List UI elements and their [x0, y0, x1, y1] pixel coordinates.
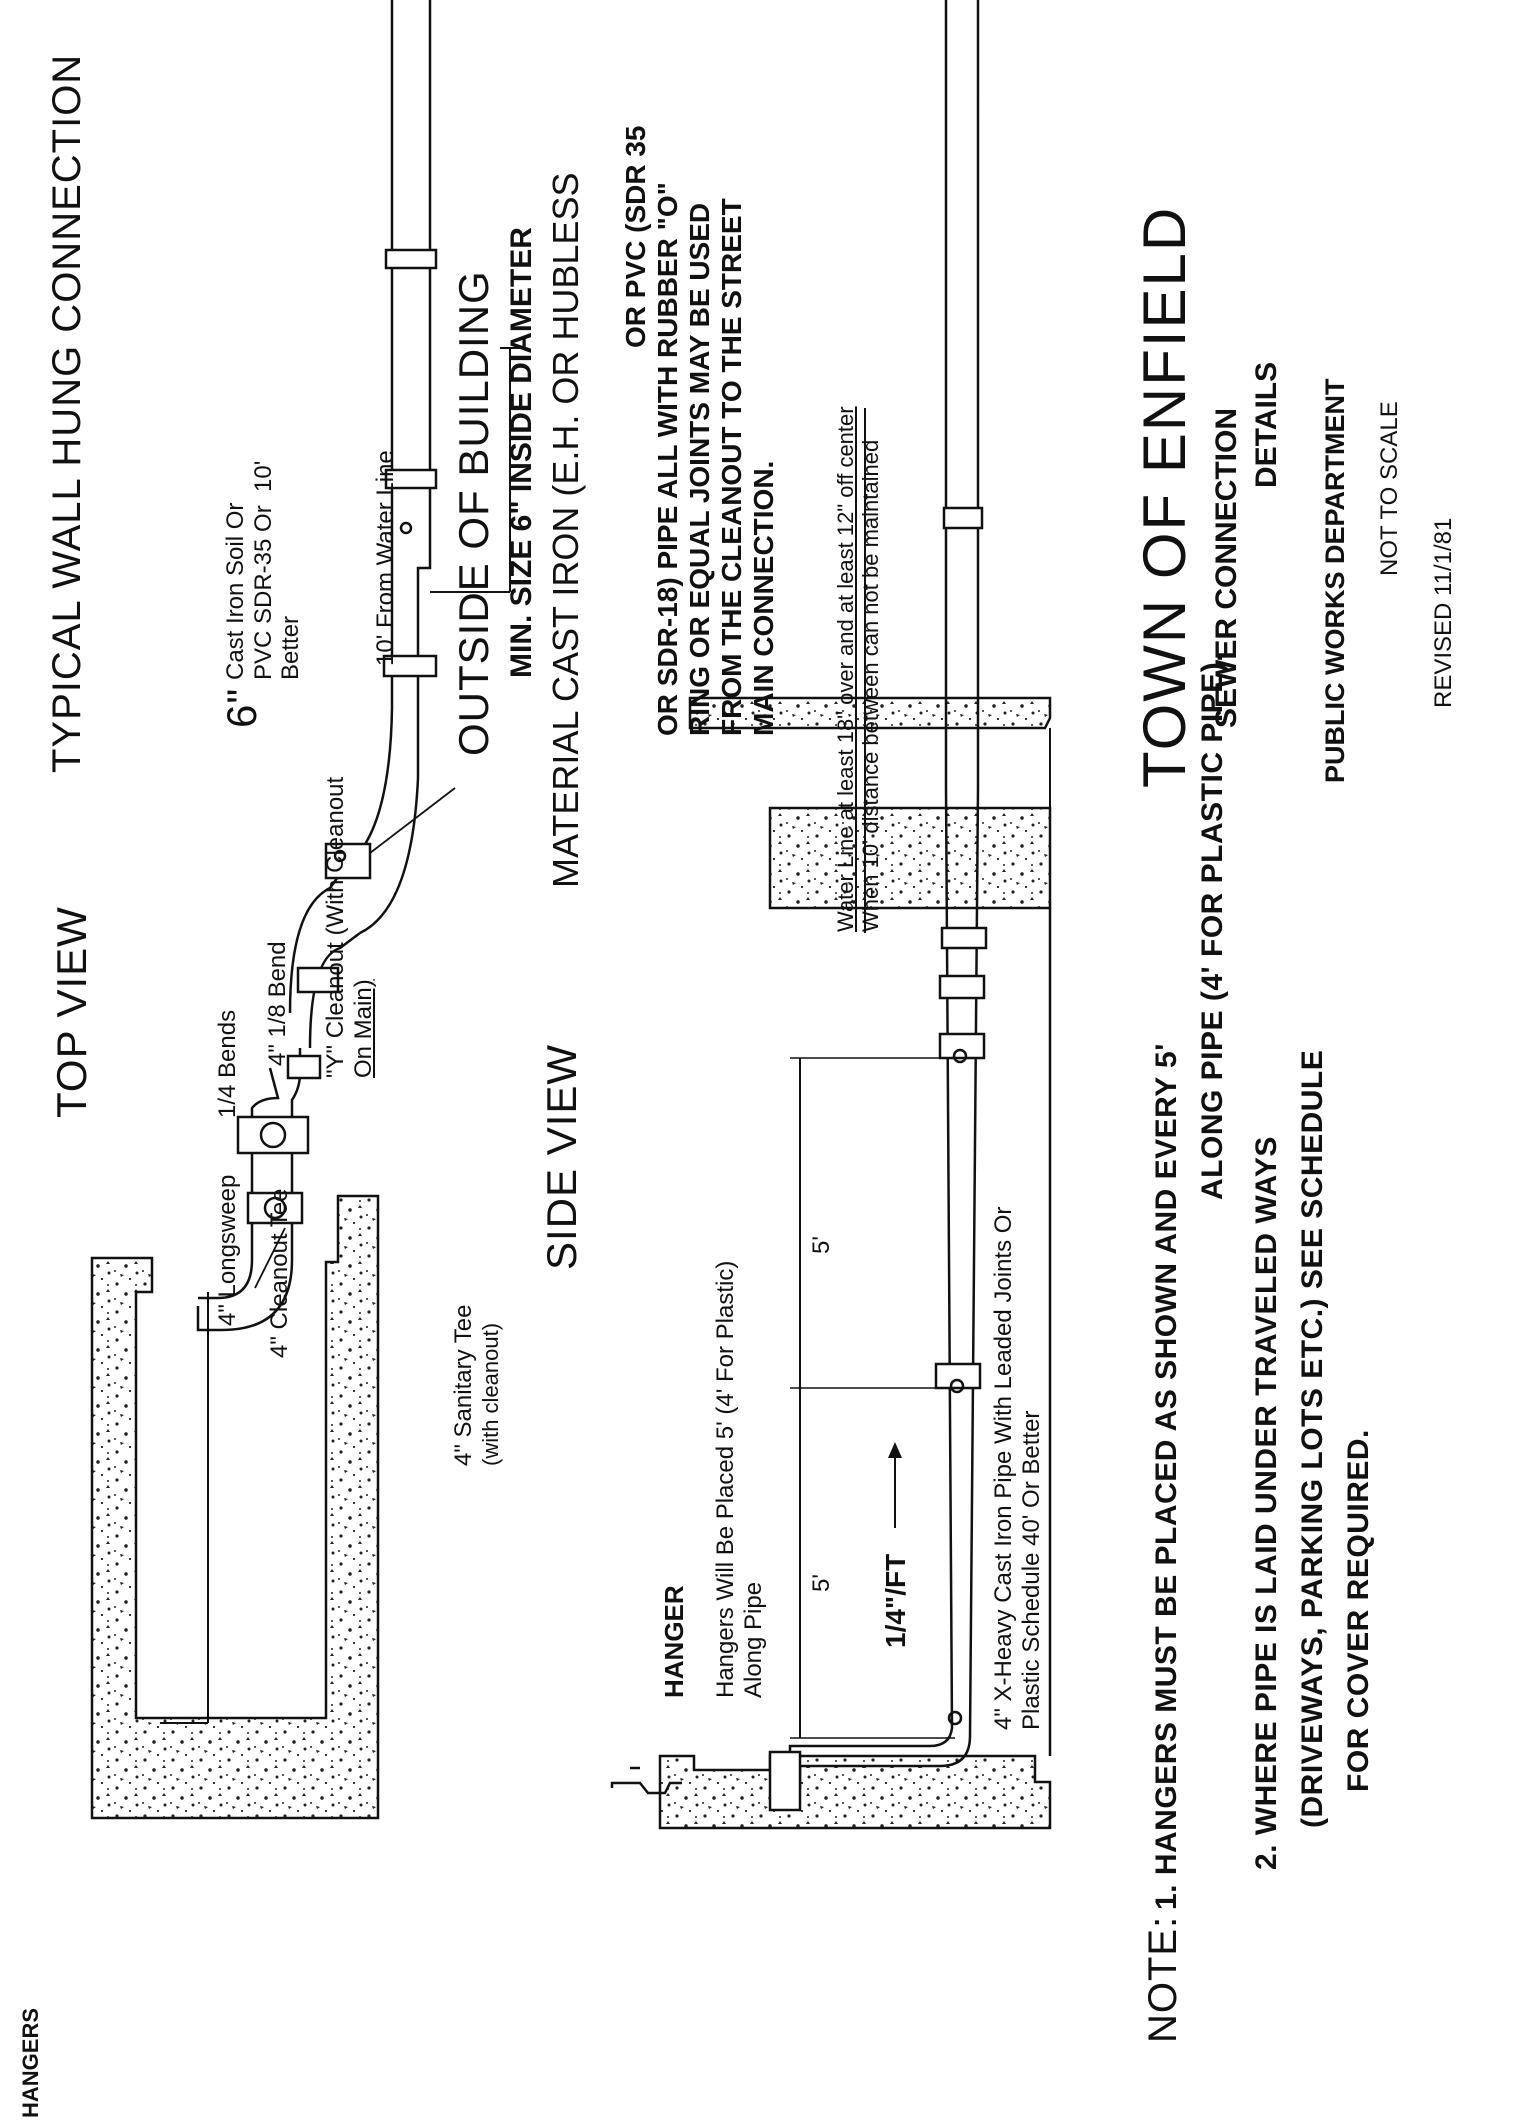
top-hanger-mark-1 — [401, 523, 411, 533]
dimension-10ft-label: 10' — [250, 460, 277, 492]
details-title: DETAILS — [1250, 361, 1283, 488]
side-joint-2 — [940, 1034, 984, 1058]
note-item-2: 2. WHERE PIPE IS LAID UNDER TRAVELED WAYS — [1250, 1136, 1283, 1870]
town-title: TOWN OF ENFIELD — [1131, 205, 1198, 788]
revised-label: REVISED 11/1/81 — [1430, 517, 1457, 708]
side-joint-4 — [942, 928, 986, 948]
hanger-note-label: Hangers Will Be Placed 5' (4' For Plastic) Along Pipe — [712, 1260, 767, 1698]
spacing-label-1: 5' — [808, 1574, 835, 1592]
outside-line-2: MATERIAL CAST IRON (E.H. OR HUBLESS — [545, 172, 586, 888]
outside-line-4: OR SDR-18) PIPE ALL WITH RUBBER "O" — [652, 182, 683, 736]
eighth-bend-label: 4" 1/8 Bend — [264, 941, 291, 1066]
note-item-2-cont: (DRIVEWAYS, PARKING LOTS ETC.) SEE SCHEDULE — [1296, 1049, 1329, 1828]
scale-label: NOT TO SCALE — [1376, 401, 1403, 576]
sewer-connection-title: SEWER CONNECTION — [1210, 407, 1243, 728]
longsweep-label: 4" Longsweep — [214, 1174, 241, 1326]
note-item-1: 1. HANGERS MUST BE PLACED AS SHOWN AND EVERY 5' — [1150, 1043, 1183, 1910]
outside-line-1: MIN. SIZE 6" INSIDE DIAMETER — [505, 227, 538, 678]
top-view-title: TOP VIEW — [48, 906, 95, 1118]
water-line-distance-label: 10' From Water Line — [372, 450, 399, 666]
typical-wall-hung-heading: TYPICAL WALL HUNG CONNECTION — [45, 53, 89, 773]
top-joint-3 — [386, 250, 436, 268]
cleanout-tee-label: 4" Cleanout Tee — [266, 1188, 293, 1358]
side-joint-3 — [940, 976, 984, 998]
pipe-size-label: 6" — [218, 687, 265, 728]
side-hanger-fitting — [770, 1752, 800, 1810]
outside-line-6: FROM THE CLEANOUT TO THE STREET — [716, 198, 747, 736]
side-right-wall — [770, 808, 1050, 908]
hanger-label: HANGER — [659, 1585, 689, 1698]
spacing-label-2: 5' — [808, 1236, 835, 1254]
water-line-note: Water Line at least 18" over and at least 12" off center When 10' distance between can not be maintained — [833, 406, 884, 932]
quarter-bends-label: 1/4 Bends — [214, 1009, 241, 1118]
sanitary-tee-label: 4" Sanitary Tee (with cleanout) — [450, 1304, 503, 1466]
outside-building-title: OUTSIDE OF BUILDING — [450, 270, 497, 756]
slope-label: 1/4"/FT — [880, 1553, 911, 1648]
side-view-title: SIDE VIEW — [538, 1043, 585, 1270]
department-label: PUBLIC WORKS DEPARTMENT — [1320, 378, 1350, 783]
pipe-note-label: 4" X-Heavy Cast Iron Pipe With Leaded Joints Or Plastic Schedule 40' Or Better — [990, 1206, 1045, 1730]
note-item-2-cont2: FOR COVER REQUIRED. — [1342, 1429, 1375, 1792]
note-label: NOTE: — [1141, 1915, 1185, 2043]
hangers-corner-label: HANGERS — [18, 2007, 43, 2118]
side-joint-5 — [944, 508, 982, 528]
note-item-1-cont: ALONG PIPE (4' FOR PLASTIC PIPE). — [1196, 652, 1229, 1200]
y-cleanout-label: "Y" Cleanout (With Cleanout On Main) — [322, 776, 377, 1078]
pipe-material-label: Cast Iron Soil Or PVC SDR-35 Or Better — [222, 502, 305, 680]
outside-line-7: MAIN CONNECTION. — [748, 460, 779, 736]
side-joint-1 — [936, 1364, 980, 1388]
outside-line-3: OR PVC (SDR 35 — [620, 125, 651, 348]
outside-line-5: RING OR EQUAL JOINTS MAY BE USED — [684, 202, 715, 736]
